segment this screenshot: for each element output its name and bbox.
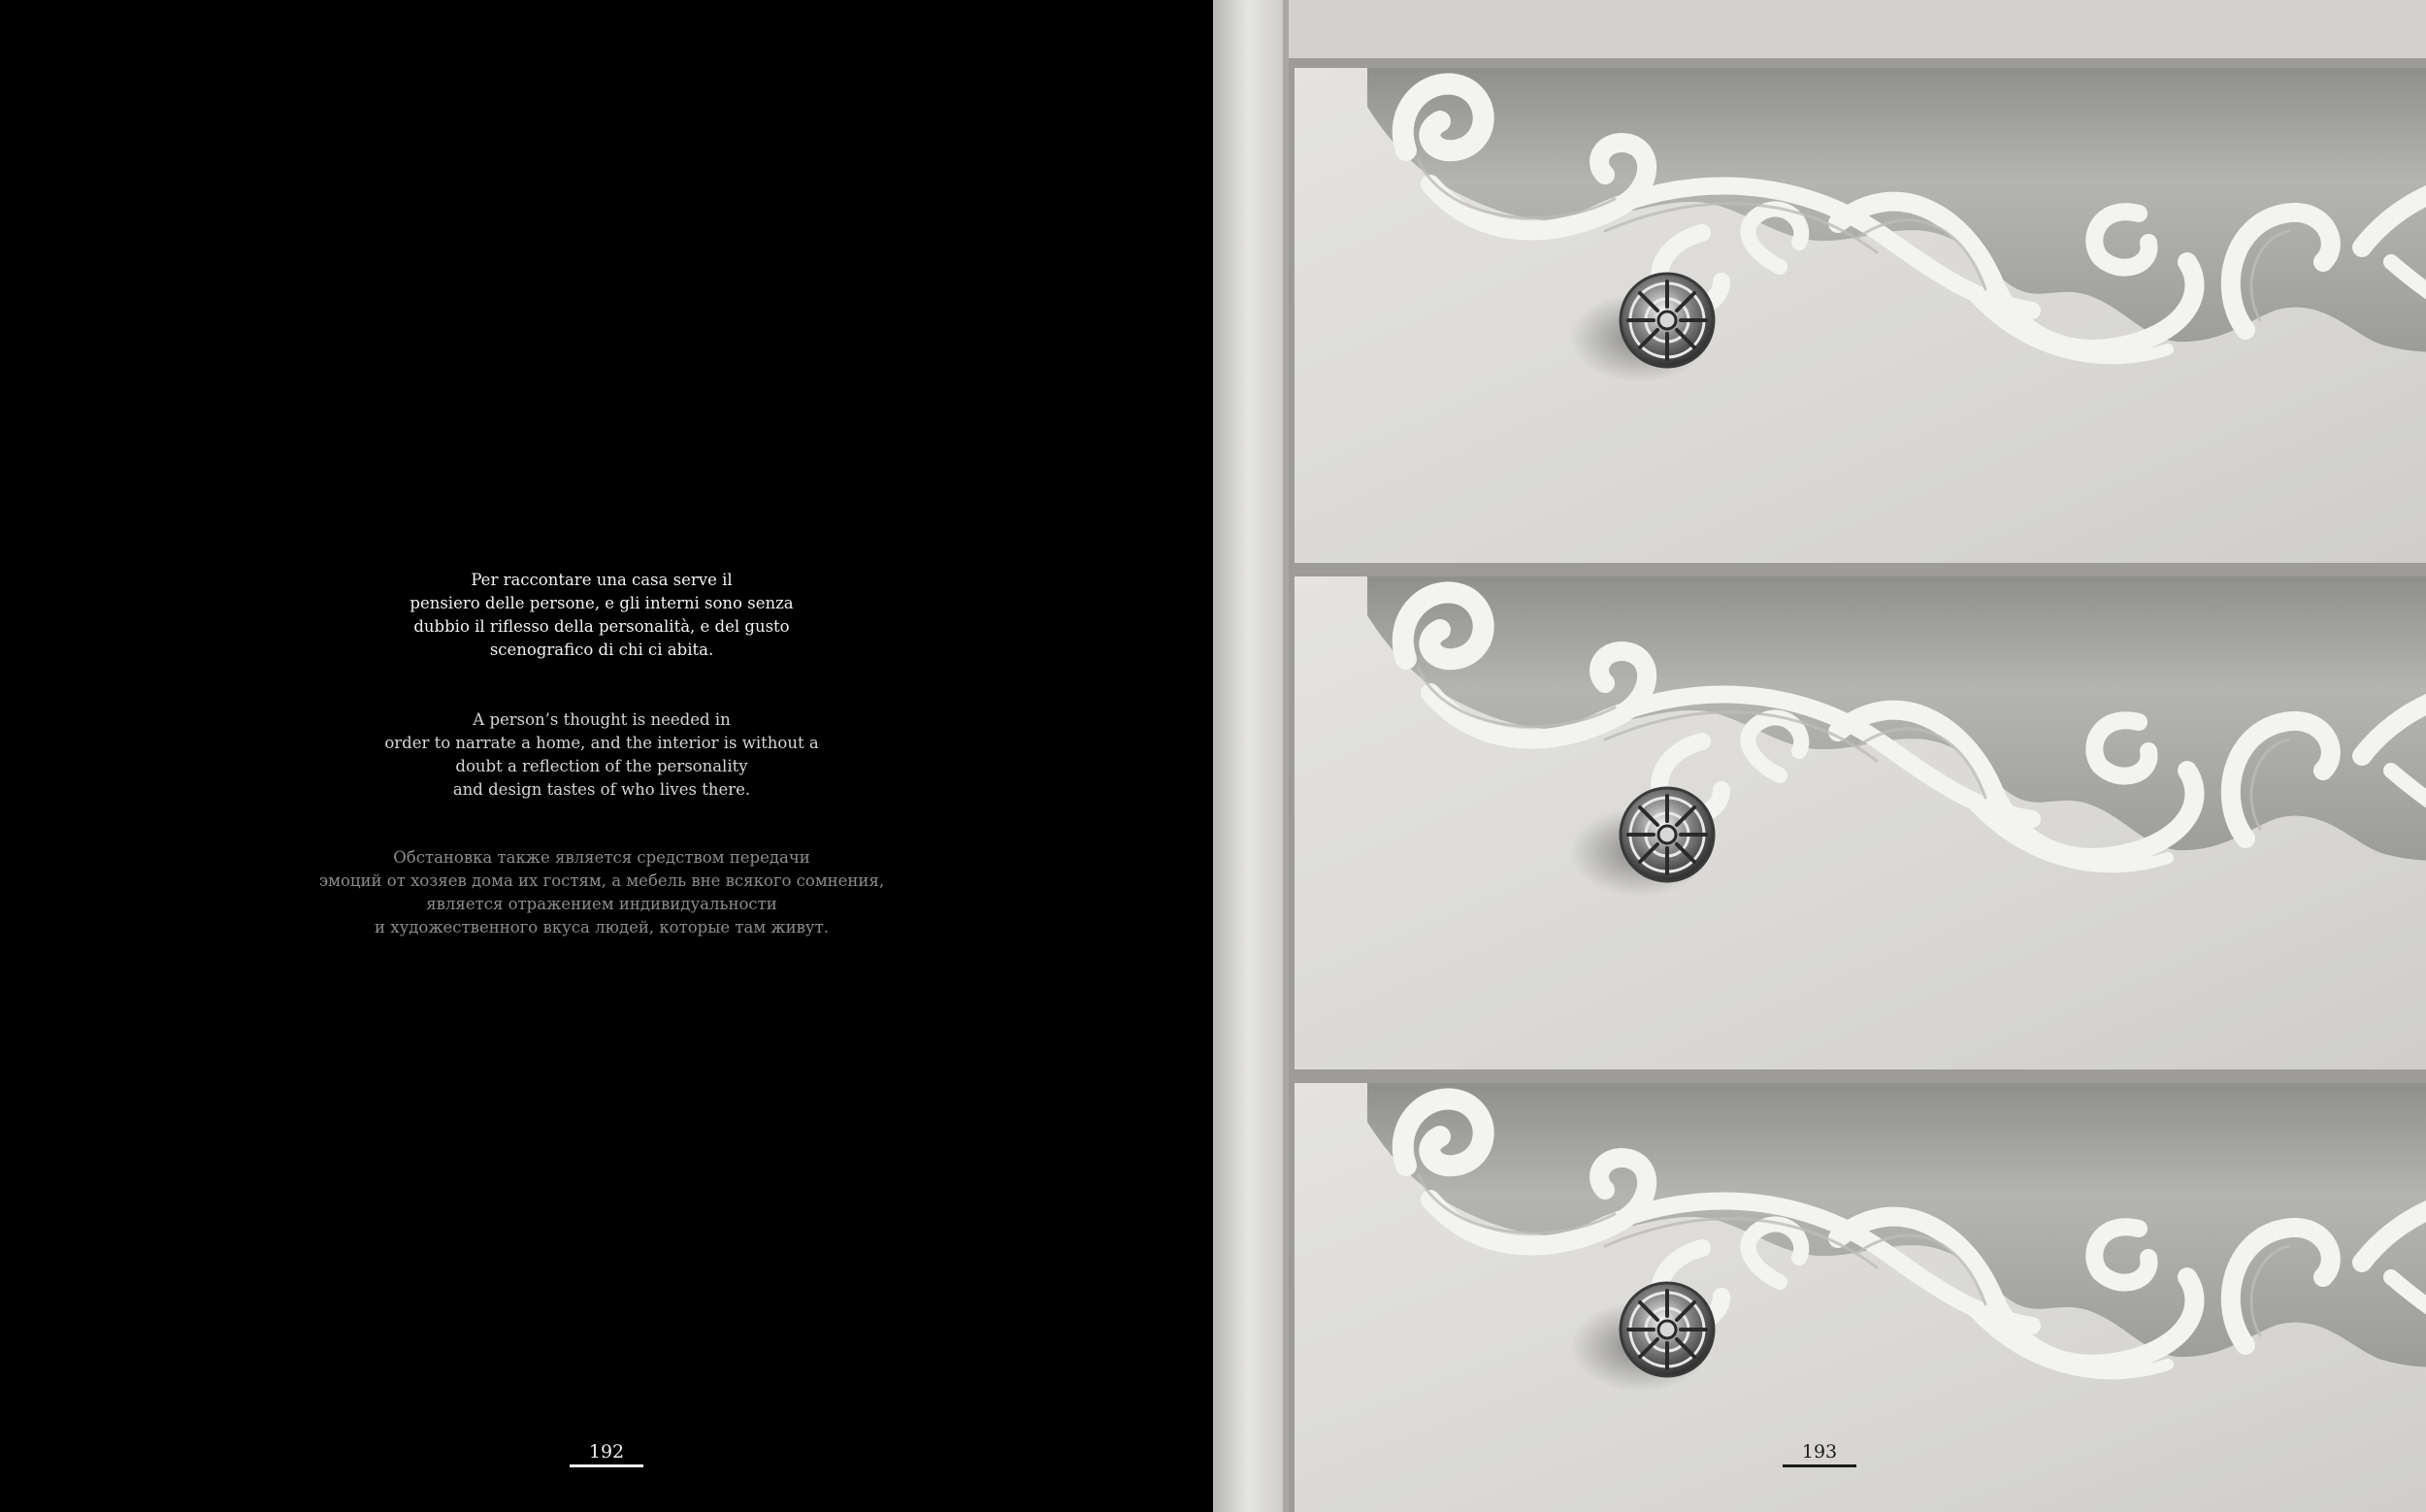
drawer-middle	[1289, 567, 2426, 1073]
right-page	[1213, 0, 2426, 1512]
page-number-left: 192	[588, 1441, 625, 1463]
dresser-photo	[1213, 0, 2426, 1512]
paragraph-english: A person’s thought is needed in order to narrate a home, and the interior is without a doubt a reflection of the personality and design tastes of who lives there.	[384, 710, 819, 799]
paragraph-russian: Обстановка также является средством передачи эмоций от хозяев дома их гостям, а мебель вне всякого сомнения, является отражением индивидуальности и художественного вкуса людей, которые там живут.	[318, 848, 885, 937]
page-number-right: 193	[1801, 1441, 1838, 1463]
drawer-bottom	[1289, 1073, 2426, 1512]
drawer-top	[1289, 58, 2426, 567]
paragraph-italian: Per raccontare una casa serve il pensiero delle persone, e gli interni sono senza dubbio il riflesso della personalità, e del gusto scenografico di chi ci abita.	[410, 571, 794, 659]
page-number-right-underline	[1783, 1464, 1856, 1467]
page-number-left-underline	[570, 1464, 643, 1467]
